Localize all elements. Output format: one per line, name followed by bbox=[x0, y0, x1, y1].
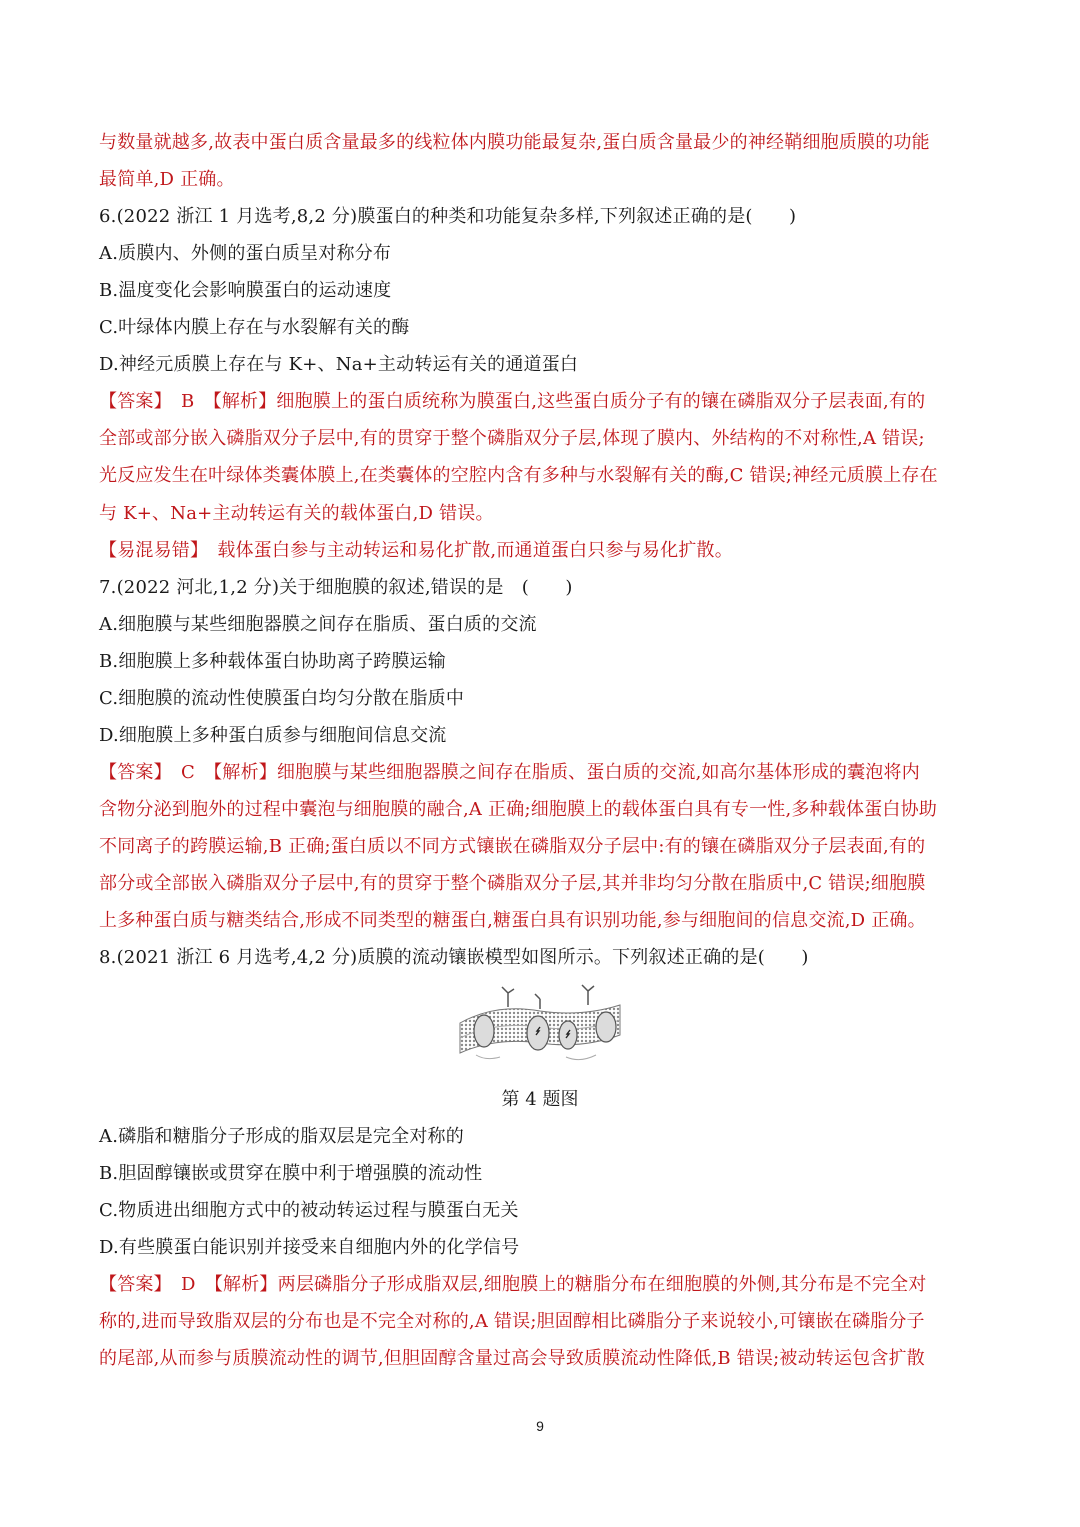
question-line: 6.(2022 浙江 1 月选考,8,2 分)膜蛋白的种类和功能复杂多样,下列叙述正确的是( ) bbox=[99, 206, 797, 228]
question-line: 8.(2021 浙江 6 月选考,4,2 分)质膜的流动镶嵌模型如图所示。下列叙述正确的是( ) bbox=[99, 947, 809, 969]
question-line: D.细胞膜上多种蛋白质参与细胞间信息交流 bbox=[99, 724, 447, 746]
question-line: C.物质进出细胞方式中的被动转运过程与膜蛋白无关 bbox=[99, 1200, 519, 1222]
question-line: C.叶绿体内膜上存在与水裂解有关的酶 bbox=[99, 317, 410, 339]
page-number: 9 bbox=[536, 1418, 544, 1434]
question-line: 7.(2022 河北,1,2 分)关于细胞膜的叙述,错误的是 ( ) bbox=[99, 576, 573, 598]
answer-line: 【易混易错】 载体蛋白参与主动转运和易化扩散,而通道蛋白只参与易化扩散。 bbox=[99, 539, 733, 561]
question-line: B.温度变化会影响膜蛋白的运动速度 bbox=[99, 280, 392, 302]
question-line: B.细胞膜上多种载体蛋白协助离子跨膜运输 bbox=[99, 650, 446, 672]
answer-line: 全部或部分嵌入磷脂双分子层中,有的贯穿于整个磷脂双分子层,体现了膜内、外结构的不对称性,A 错误; bbox=[99, 428, 925, 450]
answer-line: 不同离子的跨膜运输,B 正确;蛋白质以不同方式镶嵌在磷脂双分子层中:有的镶在磷脂双分子层表面,有的 bbox=[99, 835, 926, 857]
answer-line: 含物分泌到胞外的过程中囊泡与细胞膜的融合,A 正确;细胞膜上的载体蛋白具有专一性,多种载体蛋白协助 bbox=[99, 798, 938, 820]
answer-line: 与 K+、Na+主动转运有关的载体蛋白,D 错误。 bbox=[99, 502, 494, 524]
answer-line: 光反应发生在叶绿体类囊体膜上,在类囊体的空腔内含有多种与水裂解有关的酶,C 错误;神经元质膜上存在 bbox=[99, 465, 938, 487]
question-line: C.细胞膜的流动性使膜蛋白均匀分散在脂质中 bbox=[99, 687, 465, 709]
question-line: B.胆固醇镶嵌或贯穿在膜中利于增强膜的流动性 bbox=[99, 1163, 483, 1185]
answer-line: 上多种蛋白质与糖类结合,形成不同类型的糖蛋白,糖蛋白具有识别功能,参与细胞间的信息交流,D 正确。 bbox=[99, 910, 926, 932]
answer-line: 最简单,D 正确。 bbox=[99, 169, 235, 191]
answer-line: 与数量就越多,故表中蛋白质含量最多的线粒体内膜功能最复杂,蛋白质含量最少的神经鞘细胞质膜的功能 bbox=[99, 132, 930, 153]
question-line: D.有些膜蛋白能识别并接受来自细胞内外的化学信号 bbox=[99, 1237, 520, 1259]
question-line: A.细胞膜与某些细胞器膜之间存在脂质、蛋白质的交流 bbox=[99, 613, 537, 635]
question-line: D.神经元质膜上存在与 K+、Na+主动转运有关的通道蛋白 bbox=[99, 354, 579, 376]
answer-line: 称的,进而导致脂双层的分布也是不完全对称的,A 错误;胆固醇相比磷脂分子来说较小,可镶嵌在磷脂分子 bbox=[99, 1311, 925, 1333]
answer-line: 部分或全部嵌入磷脂双分子层中,有的贯穿于整个磷脂双分子层,其并非均匀分散在脂质中,C 错误;细胞膜 bbox=[99, 873, 926, 894]
answer-line: 【答案】 C 【解析】细胞膜与某些细胞器膜之间存在脂质、蛋白质的交流,如高尔基体形成的囊泡将内 bbox=[99, 761, 920, 783]
question-line: A.磷脂和糖脂分子形成的脂双层是完全对称的 bbox=[99, 1126, 464, 1147]
question-line: A.质膜内、外侧的蛋白质呈对称分布 bbox=[99, 243, 392, 265]
figure-caption: 第 4 题图 bbox=[501, 1089, 579, 1110]
answer-line: 【答案】 B 【解析】细胞膜上的蛋白质统称为膜蛋白,这些蛋白质分子有的镶在磷脂双分子层表面,有的 bbox=[99, 391, 926, 413]
answer-line: 的尾部,从而参与质膜流动性的调节,但胆固醇含量过高会导致质膜流动性降低,B 错误;被动转运包含扩散 bbox=[99, 1348, 925, 1370]
answer-line: 【答案】 D 【解析】两层磷脂分子形成脂双层,细胞膜上的糖脂分布在细胞膜的外侧,其分布是不完全对 bbox=[99, 1274, 927, 1296]
membrane-figure bbox=[456, 983, 624, 1067]
